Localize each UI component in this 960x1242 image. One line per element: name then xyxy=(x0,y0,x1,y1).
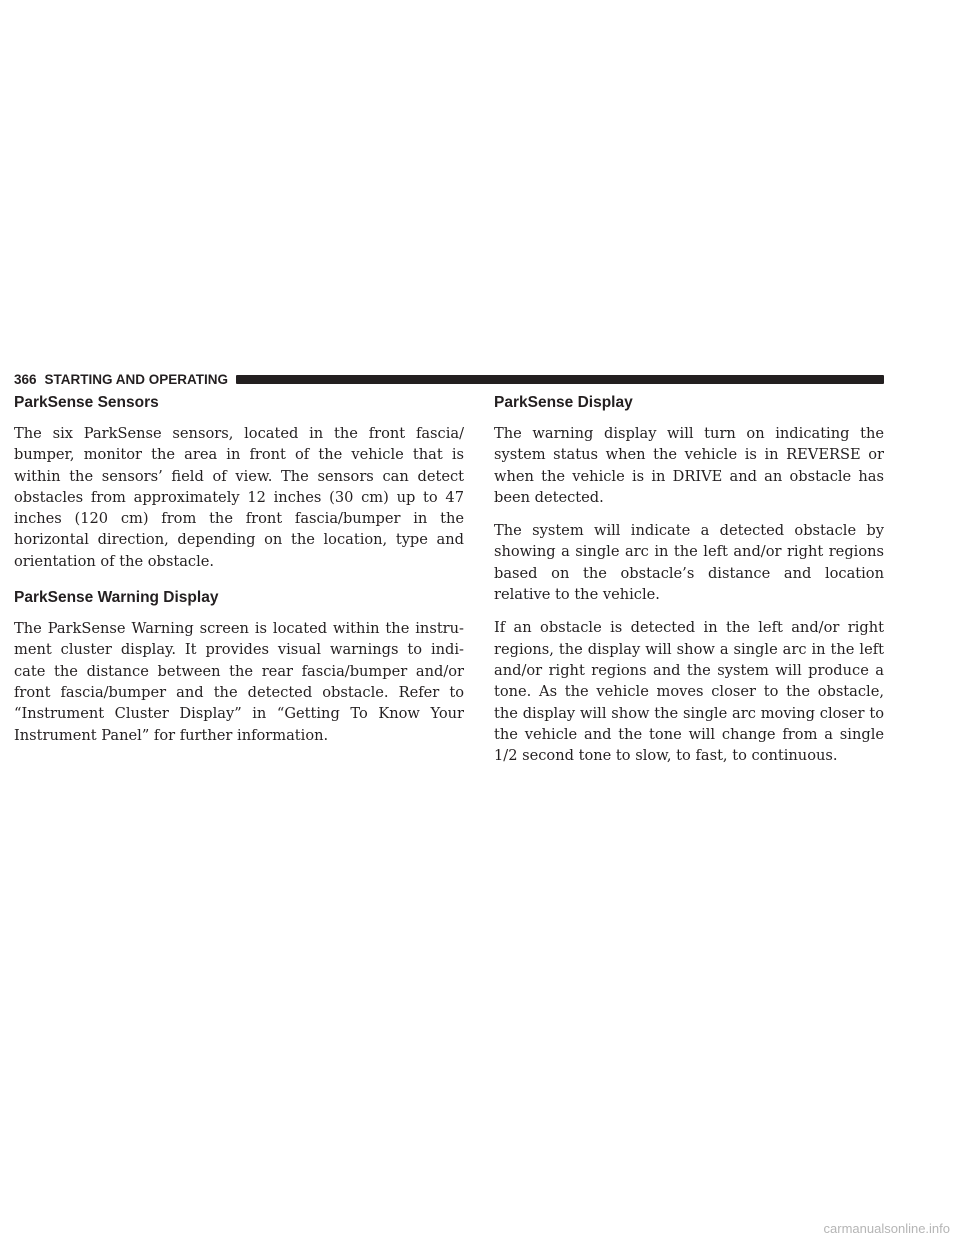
paragraph-sensors: The six ParkSense sensors, located in the front fascia/ bumper, monitor the area in front of the vehicle that is within the sensors’ field of view. The sensors can detect obstacles from approximately 12 inches (30 cm) up to 47 inches (120 cm) from the front fascia/bumper in the horizontal direction, depending on the location, type and orientation of the obstacle. xyxy=(14,425,464,570)
paragraph-display-3: If an obstacle is detected in the left and/or right regions, the display will show a single arc in the left and/or right regions and the system will produce a tone. As the vehicle moves closer to the obstacle, the display will show the single arc moving closer to the vehicle and the tone will change from a single 1/2 second tone to slow, to fast, to continuous. xyxy=(494,619,884,765)
paragraph-display-1: The warning display will turn on indicating the system status when the vehicle is in REVERSE or when the vehicle is in DRIVE and an obstacle has been detected. xyxy=(494,425,884,506)
heading-parksense-display: ParkSense Display xyxy=(494,394,633,411)
header-rule xyxy=(236,375,884,384)
right-column xyxy=(494,393,884,778)
heading-parksense-sensors: ParkSense Sensors xyxy=(14,394,159,411)
watermark: carmanualsonline.info xyxy=(823,1221,950,1236)
paragraph-display-2: The system will indicate a detected obstacle by showing a single arc in the left and/or right regions based on the obstacle’s distance and location relative to the vehicle. xyxy=(494,522,884,604)
left-column xyxy=(14,393,464,758)
heading-warning-display: ParkSense Warning Display xyxy=(14,589,219,607)
paragraph-warning-display: The ParkSense Warning screen is located within the instru- ment cluster display. It provides visual warnings to indi- cate the distance between the rear fascia/bumper and/or front fascia/bumper and the detected obstacle. Refer to “Instrument Cluster Display” in “Getting To Know Your Instrument Panel” for further information. xyxy=(14,620,464,744)
page-number: 366 xyxy=(14,371,37,387)
page-header xyxy=(14,371,884,387)
section-title: STARTING AND OPERATING xyxy=(44,371,229,387)
